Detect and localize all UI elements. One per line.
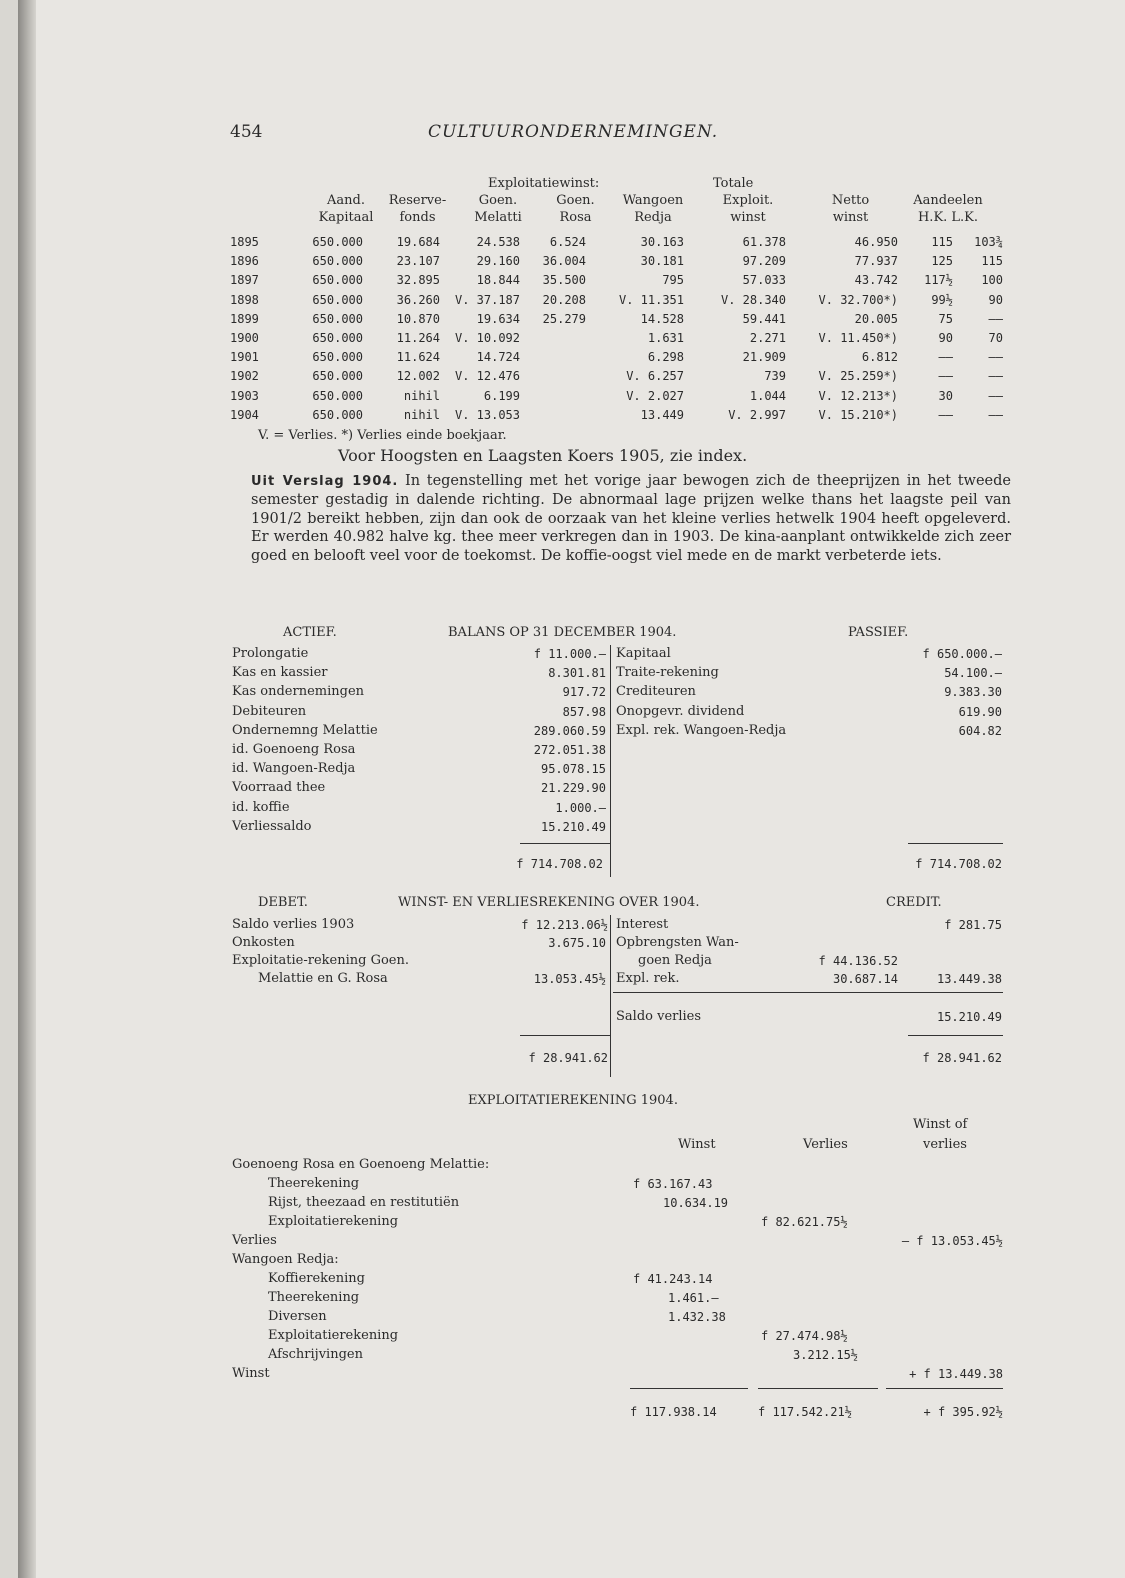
verslag-text: In tegenstelling met het vorige jaar bewogen zich de theeprijzen in het tweede semester gestadig in dalende richting. De abnormaal lage prijzen welke thans het laagste peil van 1901/2 bereikt hebben, zijn dan ook de oorzaak van het kleine verlies hetwelk 1904 heeft opgeleverd. Er werden 40.982 halve kg. thee meer verkregen dan in 1903. De kina-aanplant ontwikkelde zich zeer goed en belooft veel voor de toekomst. De koffie-oogst viel mede en de markt verbeterde iets. xyxy=(251,473,1011,564)
balans-sum-line-right xyxy=(908,843,1003,844)
wv-c5-value: 15.210.49 xyxy=(936,1010,1002,1024)
balans-actief-label: Voorraad thee xyxy=(232,780,326,796)
table1-cell-wan: 795 xyxy=(662,273,684,288)
table1-cell-kap: 650.000 xyxy=(312,273,363,288)
expl-r1-winst: f 63.167.43 xyxy=(633,1177,713,1191)
wv-c5-label: Saldo verlies xyxy=(616,1009,702,1024)
wv-d2-label: Onkosten xyxy=(232,935,295,950)
table1-cell-lk: —— xyxy=(988,311,1003,326)
table1-cell-wan: 14.528 xyxy=(640,311,684,326)
table1-cell-year: 1902 xyxy=(230,369,259,384)
expl-col-verlies: Verlies xyxy=(803,1137,848,1152)
expl-r7-label: Diversen xyxy=(268,1309,327,1324)
table1-cell-kap: 650.000 xyxy=(312,407,363,422)
table1-cell-expl: 2.271 xyxy=(749,331,786,345)
table1-cell-netto: 43.742 xyxy=(854,273,898,288)
table1-cell-res: nihil xyxy=(403,388,440,403)
table1-cell-rosa: 36.004 xyxy=(542,254,586,269)
verslag-lead: Uit Verslag 1904. xyxy=(251,474,399,489)
expl-r3-label: Exploitatierekening xyxy=(268,1214,399,1229)
table1-cell-hk: 115 xyxy=(931,235,953,249)
table1-cell-hk: 75 xyxy=(938,311,953,326)
table1-cell-res: 11.624 xyxy=(396,350,440,365)
table1-cell-year: 1904 xyxy=(230,407,259,422)
table1-cell-year: 1897 xyxy=(230,273,259,288)
expl-total-winst: f 117.938.14 xyxy=(630,1405,717,1419)
balans-passief-value: 54.100.— xyxy=(944,666,1002,681)
table1-col-header: Wangoen xyxy=(622,193,684,208)
wv-c3-label: goen Redja xyxy=(638,953,712,968)
table1-cell-mel: 18.844 xyxy=(476,273,520,288)
table1-cell-netto: 77.937 xyxy=(854,254,898,269)
table1-cell-expl: 739 xyxy=(764,369,786,384)
table1-col-header: Exploit. xyxy=(722,193,774,208)
wv-d1-label: Saldo verlies 1903 xyxy=(232,917,355,932)
table1-col-header: Reserve- xyxy=(388,193,447,208)
balans-actief-value: 857.98 xyxy=(562,704,606,719)
balans-actief-value: 8.301.81 xyxy=(548,666,606,681)
table1-cell-lk: 115 xyxy=(981,254,1003,269)
table1-cell-wan: V. 11.351 xyxy=(618,292,684,307)
table1-cell-wan: V. 6.257 xyxy=(626,369,684,384)
balans-sum-line-left xyxy=(520,843,610,844)
expl-sum-line-winst xyxy=(630,1388,748,1389)
balans-actief-label: Debiteuren xyxy=(232,703,307,719)
table1-col-header: winst xyxy=(832,210,869,225)
table1-cell-res: 36.260 xyxy=(396,292,440,307)
expl-group-rosa-melattie: Goenoeng Rosa en Goenoeng Melattie: xyxy=(232,1157,490,1172)
balans-actief-label: id. Goenoeng Rosa xyxy=(232,742,356,757)
balans-passief-label: Onopgevr. dividend xyxy=(616,703,745,719)
table1-cell-netto: 6.812 xyxy=(861,350,898,365)
wv-c2-label: Opbrengsten Wan- xyxy=(616,935,739,950)
table1-cell-expl: 1.044 xyxy=(749,388,786,403)
table1-cell-res: nihil xyxy=(403,407,440,422)
table1-cell-res: 23.107 xyxy=(396,254,440,269)
expl-sum-line-wv xyxy=(886,1388,1003,1389)
table1-col-header: Aandeelen xyxy=(913,193,983,208)
expl-r2-winst: 10.634.19 xyxy=(663,1196,729,1210)
table1-cell-rosa: 6.524 xyxy=(549,235,586,249)
wv-credit-line xyxy=(613,992,1003,993)
wv-title: WINST- EN VERLIESREKENING OVER 1904. xyxy=(398,895,700,910)
balans-passief-label: Traite-rekening xyxy=(616,665,719,681)
expl-r6-winst: 1.461.— xyxy=(668,1291,719,1305)
table1-cell-hk: 117½ xyxy=(924,273,953,288)
table1-cell-wan: 6.298 xyxy=(647,350,684,365)
table1-cell-mel: 14.724 xyxy=(476,350,520,365)
balans-actief-label: id. Wangoen-Redja xyxy=(232,761,356,777)
expl-group-wangoen: Wangoen Redja: xyxy=(232,1252,339,1267)
table1-cell-lk: —— xyxy=(988,388,1003,403)
balans-actief-value: 917.72 xyxy=(562,685,606,700)
table1-cell-wan: 30.163 xyxy=(640,235,684,249)
wv-d3-label: Exploitatie-rekening Goen. xyxy=(232,953,409,968)
table1-cell-expl: 59.441 xyxy=(742,311,786,326)
table1-cell-expl: V. 2.997 xyxy=(728,407,786,422)
table1-cell-lk: 70 xyxy=(988,331,1003,345)
table1-cell-year: 1900 xyxy=(230,331,259,345)
balans-actief-label: Kas en kassier xyxy=(232,665,328,681)
expl-r2-label: Rijst, theezaad en restitutiën xyxy=(268,1195,460,1210)
page-title: CULTUURONDERNEMINGEN. xyxy=(428,122,719,142)
table1-cell-year: 1899 xyxy=(230,311,259,326)
table1-col-header: H.K. L.K. xyxy=(917,210,979,225)
table1-cell-wan: V. 2.027 xyxy=(626,388,684,403)
table1-cell-netto: V. 25.259*) xyxy=(818,369,898,384)
expl-r6-label: Theerekening xyxy=(268,1290,360,1305)
balans-total-left: f 714.708.02 xyxy=(516,857,603,871)
balans-passief-label: Crediteuren xyxy=(616,684,696,700)
table1-cell-mel: V. 13.053 xyxy=(454,407,520,422)
balans-passief-value: f 650.000.— xyxy=(922,647,1002,661)
table1-cell-expl: 97.209 xyxy=(742,254,786,269)
verslag-paragraph xyxy=(251,472,1011,565)
balans-actief-value: f 11.000.— xyxy=(533,647,606,661)
expl-total-verlies: f 117.542.21½ xyxy=(758,1405,852,1419)
expl-title: EXPLOITATIEREKENING 1904. xyxy=(468,1093,678,1108)
table1-cell-year: 1903 xyxy=(230,388,259,403)
expl-r9-verlies: 3.212.15½ xyxy=(793,1348,859,1362)
expl-r10-wv: + f 13.449.38 xyxy=(909,1367,1003,1381)
table1-cell-netto: 46.950 xyxy=(854,235,898,249)
wv-d1-value: f 12.213.06½ xyxy=(521,918,608,932)
table1-cell-lk: 103¾ xyxy=(974,235,1003,249)
wv-c4-mid: 30.687.14 xyxy=(832,972,898,986)
expl-sum-line-verlies xyxy=(758,1388,878,1389)
expl-r4-label: Verlies xyxy=(232,1233,277,1248)
balans-actief-value: 95.078.15 xyxy=(540,762,606,777)
table1-footnote: V. = Verlies. *) Verlies einde boekjaar. xyxy=(258,428,507,443)
expl-col-wv-2: verlies xyxy=(923,1137,967,1152)
table1-cell-hk: 99½ xyxy=(931,292,953,307)
table1-cell-hk: —— xyxy=(938,350,953,365)
wv-c4-label: Expl. rek. xyxy=(616,971,680,986)
expl-r10-label: Winst xyxy=(232,1366,270,1381)
table1-cell-wan: 1.631 xyxy=(647,331,684,345)
koers-note: Voor Hoogsten en Laagsten Koers 1905, zie index. xyxy=(338,446,748,465)
expl-r8-verlies: f 27.474.98½ xyxy=(761,1329,848,1343)
table1-col-header: Netto xyxy=(831,193,870,208)
table1-cell-expl: 57.033 xyxy=(742,273,786,288)
table1-cell-rosa: 20.208 xyxy=(542,292,586,307)
balans-passief-value: 619.90 xyxy=(958,704,1002,719)
wv-d4-value: 13.053.45½ xyxy=(533,972,606,986)
table1-cell-res: 12.002 xyxy=(396,369,440,384)
balans-actief-title: ACTIEF. xyxy=(283,625,337,640)
table1-cell-wan: 13.449 xyxy=(640,407,684,422)
wv-total-right: f 28.941.62 xyxy=(922,1051,1002,1065)
expl-r8-label: Exploitatierekening xyxy=(268,1328,399,1343)
table1-col-header: Aand. xyxy=(327,193,365,208)
wv-c1-label: Interest xyxy=(616,917,669,932)
table1-cell-res: 10.870 xyxy=(396,311,440,326)
table1-cell-rosa: 25.279 xyxy=(542,311,586,326)
table1-cell-lk: 100 xyxy=(981,273,1003,288)
balans-passief-label: Expl. rek. Wangoen-Redja xyxy=(616,722,787,738)
table1-cell-mel: 29.160 xyxy=(476,254,520,269)
expl-r5-label: Koffierekening xyxy=(268,1271,365,1286)
header-totale: Totale xyxy=(713,176,754,191)
table1-cell-res: 32.895 xyxy=(396,273,440,288)
table1-cell-res: 11.264 xyxy=(396,331,440,345)
wv-credit-title: CREDIT. xyxy=(886,895,942,910)
balans-actief-label: Ondernemng Melattie xyxy=(232,722,378,738)
table1-col-header: Melatti xyxy=(474,210,522,225)
expl-col-wv-1: Winst of xyxy=(913,1117,968,1132)
table1-cell-hk: —— xyxy=(938,369,953,384)
table1-cell-wan: 30.181 xyxy=(640,254,684,269)
table1-cell-year: 1895 xyxy=(230,235,259,249)
table1-cell-year: 1898 xyxy=(230,292,259,307)
expl-r4-wv: — f 13.053.45½ xyxy=(901,1234,1003,1248)
table1-cell-mel: 19.634 xyxy=(476,311,520,326)
table1-col-header: winst xyxy=(730,210,766,225)
table1-col-header: Kapitaal xyxy=(318,210,374,225)
expl-r5-winst: f 41.243.14 xyxy=(633,1272,713,1286)
wv-c3-mid: f 44.136.52 xyxy=(818,954,898,968)
table1-col-header: Redja xyxy=(634,210,672,225)
wv-debet-title: DEBET. xyxy=(258,895,308,910)
table1-cell-hk: 125 xyxy=(931,254,953,269)
header-exploitatiewinst: Exploitatiewinst: xyxy=(488,176,600,191)
table1-cell-netto: V. 11.450*) xyxy=(818,331,898,345)
table1-cell-mel: V. 10.092 xyxy=(454,331,520,345)
wv-sum-line-right xyxy=(908,1035,1003,1036)
book-binding-edge xyxy=(18,0,36,1578)
table1-col-header: fonds xyxy=(399,210,436,225)
expl-r1-label: Theerekening xyxy=(268,1176,360,1191)
table1-cell-lk: —— xyxy=(988,369,1003,384)
table1-cell-expl: 61.378 xyxy=(742,235,786,249)
table1-cell-kap: 650.000 xyxy=(312,235,363,249)
table1-cell-year: 1901 xyxy=(230,350,259,365)
balans-actief-label: id. koffie xyxy=(232,799,290,815)
table1-cell-hk: —— xyxy=(938,407,953,422)
wv-total-left: f 28.941.62 xyxy=(528,1051,608,1065)
wv-sum-line-left xyxy=(520,1035,610,1036)
balans-passief-value: 604.82 xyxy=(958,723,1002,738)
table1-cell-lk: —— xyxy=(988,407,1003,422)
balans-actief-value: 1.000.— xyxy=(555,800,606,815)
wv-divider xyxy=(610,915,611,1077)
balans-total-right: f 714.708.02 xyxy=(915,857,1002,871)
table1-col-header: Rosa xyxy=(559,210,592,225)
balans-actief-value: 15.210.49 xyxy=(540,819,606,834)
table1-cell-netto: V. 32.700*) xyxy=(818,292,898,307)
balans-title: BALANS OP 31 DECEMBER 1904. xyxy=(448,625,677,640)
balans-actief-label: Kas ondernemingen xyxy=(232,684,365,700)
table1-cell-mel: V. 12.476 xyxy=(454,369,520,384)
table1-cell-expl: V. 28.340 xyxy=(720,292,786,307)
table1-cell-res: 19.684 xyxy=(396,235,440,249)
table1-col-header: Goen. xyxy=(478,193,518,208)
balans-actief-value: 289.060.59 xyxy=(533,723,606,738)
table1-col-header: Goen. xyxy=(556,193,595,208)
wv-d4-label: Melattie en G. Rosa xyxy=(258,971,388,986)
expl-r9-label: Afschrijvingen xyxy=(268,1347,363,1362)
balans-actief-value: 21.229.90 xyxy=(540,781,606,796)
table1-cell-expl: 21.909 xyxy=(742,350,786,365)
expl-total-wv: + f 395.92½ xyxy=(923,1405,1003,1419)
page xyxy=(18,0,1125,1578)
balans-actief-label: Prolongatie xyxy=(232,646,309,661)
table1-cell-netto: V. 15.210*) xyxy=(818,407,898,422)
table1-cell-mel: 24.538 xyxy=(476,235,520,249)
table1-cell-kap: 650.000 xyxy=(312,388,363,403)
balans-passief-label: Kapitaal xyxy=(616,646,671,661)
balans-passief-title: PASSIEF. xyxy=(848,625,909,640)
table1-cell-mel: 6.199 xyxy=(483,388,520,403)
expl-r3-verlies: f 82.621.75½ xyxy=(761,1215,848,1229)
balans-passief-value: 9.383.30 xyxy=(944,685,1002,700)
table1-cell-mel: V. 37.187 xyxy=(454,292,520,307)
table1-cell-netto: 20.005 xyxy=(854,311,898,326)
table1-cell-year: 1896 xyxy=(230,254,259,269)
table1-cell-kap: 650.000 xyxy=(312,311,363,326)
table1-cell-hk: 90 xyxy=(938,331,953,345)
table1-cell-kap: 650.000 xyxy=(312,369,363,384)
table1-cell-kap: 650.000 xyxy=(312,254,363,269)
wv-c1-value: f 281.75 xyxy=(944,918,1002,932)
table1-cell-netto: V. 12.213*) xyxy=(818,388,898,403)
table1-cell-hk: 30 xyxy=(938,388,953,403)
table1-cell-kap: 650.000 xyxy=(312,331,363,345)
wv-c4-value: 13.449.38 xyxy=(936,972,1002,986)
balans-divider xyxy=(610,645,611,877)
table1-cell-kap: 650.000 xyxy=(312,350,363,365)
balans-actief-label: Verliessaldo xyxy=(232,818,312,834)
page-number: 454 xyxy=(230,122,263,142)
expl-col-winst: Winst xyxy=(678,1137,716,1152)
table1-cell-kap: 650.000 xyxy=(312,292,363,307)
table1-cell-rosa: 35.500 xyxy=(542,273,586,288)
wv-d2-value: 3.675.10 xyxy=(548,936,606,950)
balans-actief-value: 272.051.38 xyxy=(533,743,606,757)
table1-cell-lk: 90 xyxy=(988,292,1003,307)
expl-r7-winst: 1.432.38 xyxy=(668,1310,726,1324)
table1-cell-lk: —— xyxy=(988,350,1003,365)
